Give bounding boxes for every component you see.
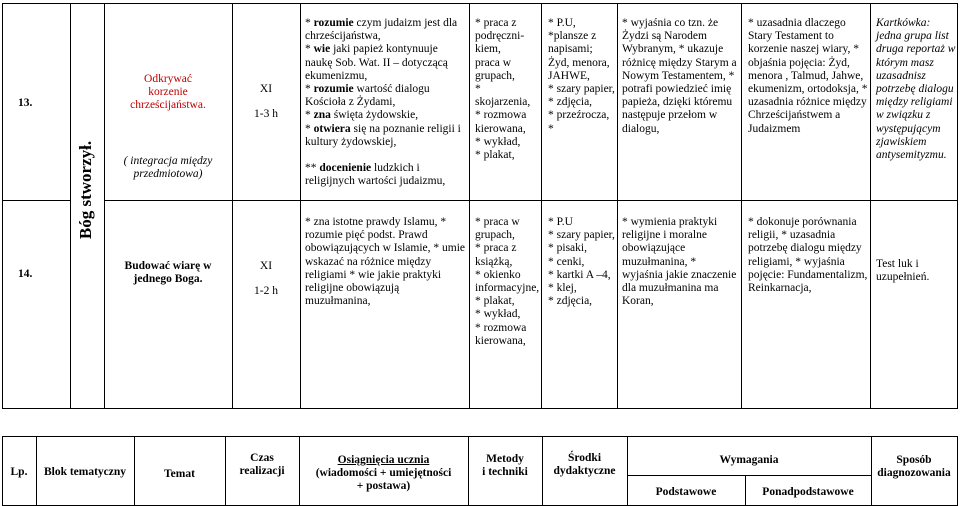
resources: * P.U, *plansze z napisami; Żyd, menora, JAHWE, * szary papier, * zdjęcia, * przeźrocza, * <box>548 17 615 135</box>
header-resources: Środki dydaktyczne <box>553 452 616 478</box>
header-time: Czas realizacji <box>239 452 285 478</box>
advanced-requirements: * uzasadnia dlaczego Stary Testament to korzenie naszej wiary, * objaśnia pojęcia: Żyd, menora , Talmud, Jahwe, ekumenizm, ortodoksja, * uzasadnia różnice między Chrześcijaństwem a Judaizmem <box>748 17 868 135</box>
assessment-method: Test luk i uzupełnień. <box>876 258 930 284</box>
achievements: * zna istotne prawdy Islamu, * rozumie pięć podst. Prawd obowiązujących w Islamie, * umie wskazać na różnice między religiami * wie jakie praktyki religijne obowiązują muzułmanina, <box>305 216 465 308</box>
header-advanced: Ponadpodstawowe <box>762 486 854 498</box>
header-assessment: Sposób diagnozowania <box>877 454 951 480</box>
assessment-method: Kartkówka: jedna grupa list druga reportaż w którym masz uzasadnisz potrzebę dialogu między religiami w związku z występującym zjawiskiem antysemityzmu. <box>876 17 956 162</box>
basic-requirements: * wyjaśnia co tzn. że Żydzi są Narodem Wybranym, * ukazuje różnicę między Starym a Nowym Testamentem, * potrafi powiedzieć imię papieża, dzięki któremu następuje przełom w dialogu, <box>622 17 737 135</box>
block-title: Bóg stworzył. <box>76 140 95 240</box>
header-requirements: Wymagania <box>719 454 779 466</box>
methods: * praca w grupach, * praca z książką, * okienko informacyjne, * plakat, * wykład, * rozmowa kierowana, <box>475 216 540 347</box>
time-realization: XI 1-3 h <box>254 83 278 121</box>
row-number: 14. <box>18 268 33 280</box>
topic-goal: Odkrywać korzenie chrześcijaństwa. <box>130 73 206 112</box>
header-achievements: Osiągnięcia ucznia (wiadomości + umiejętności + postawa) <box>315 454 452 493</box>
header-block: Blok tematyczny <box>43 466 127 478</box>
advanced-requirements: * dokonuje porównania religii, * uzasadnia potrzebę dialogu między religiami, * wyjaśnia pojęcie: Fundamentalizm, Reinkarnacja, <box>748 216 868 295</box>
methods: * praca z podręczni-kiem, praca w grupach, * skojarzenia, * rozmowa kierowana, * wykład, * plakat, <box>475 17 531 162</box>
time-realization: XI 1-2 h <box>254 260 278 298</box>
resources: * P.U * szary papier, * pisaki, * cenki, * kartki A –4, * klej, * zdjęcia, <box>548 216 615 308</box>
header-lp: Lp. <box>10 466 28 478</box>
topic-goal: Budować wiarę w jednego Boga. <box>124 260 212 286</box>
header-methods: Metody i techniki <box>482 453 528 479</box>
topic-note: ( integracja między przedmiotowa) <box>123 155 213 181</box>
achievements: * rozumie czym judaizm jest dla chrześcijaństwa, * wie jaki papież kontynuuje naukę Sob. Wat. II – dotyczącą ekumenizmu, * rozumie wartość dialogu Kościoła z Żydami, * zna święta żydowskie, * otwiera się na poznanie religii i kultury żydowskiej, ** docenienie ludzkich i religijnych wartości judaizmu, <box>305 17 461 188</box>
row-number: 13. <box>18 97 33 109</box>
header-basic: Podstawowe <box>655 486 717 498</box>
basic-requirements: * wymienia praktyki religijne i moralne obowiązujące muzułmanina, * wyjaśnia jakie znaczenie dla muzułmanina ma Koran, <box>622 216 737 308</box>
header-topic: Temat <box>164 468 195 480</box>
